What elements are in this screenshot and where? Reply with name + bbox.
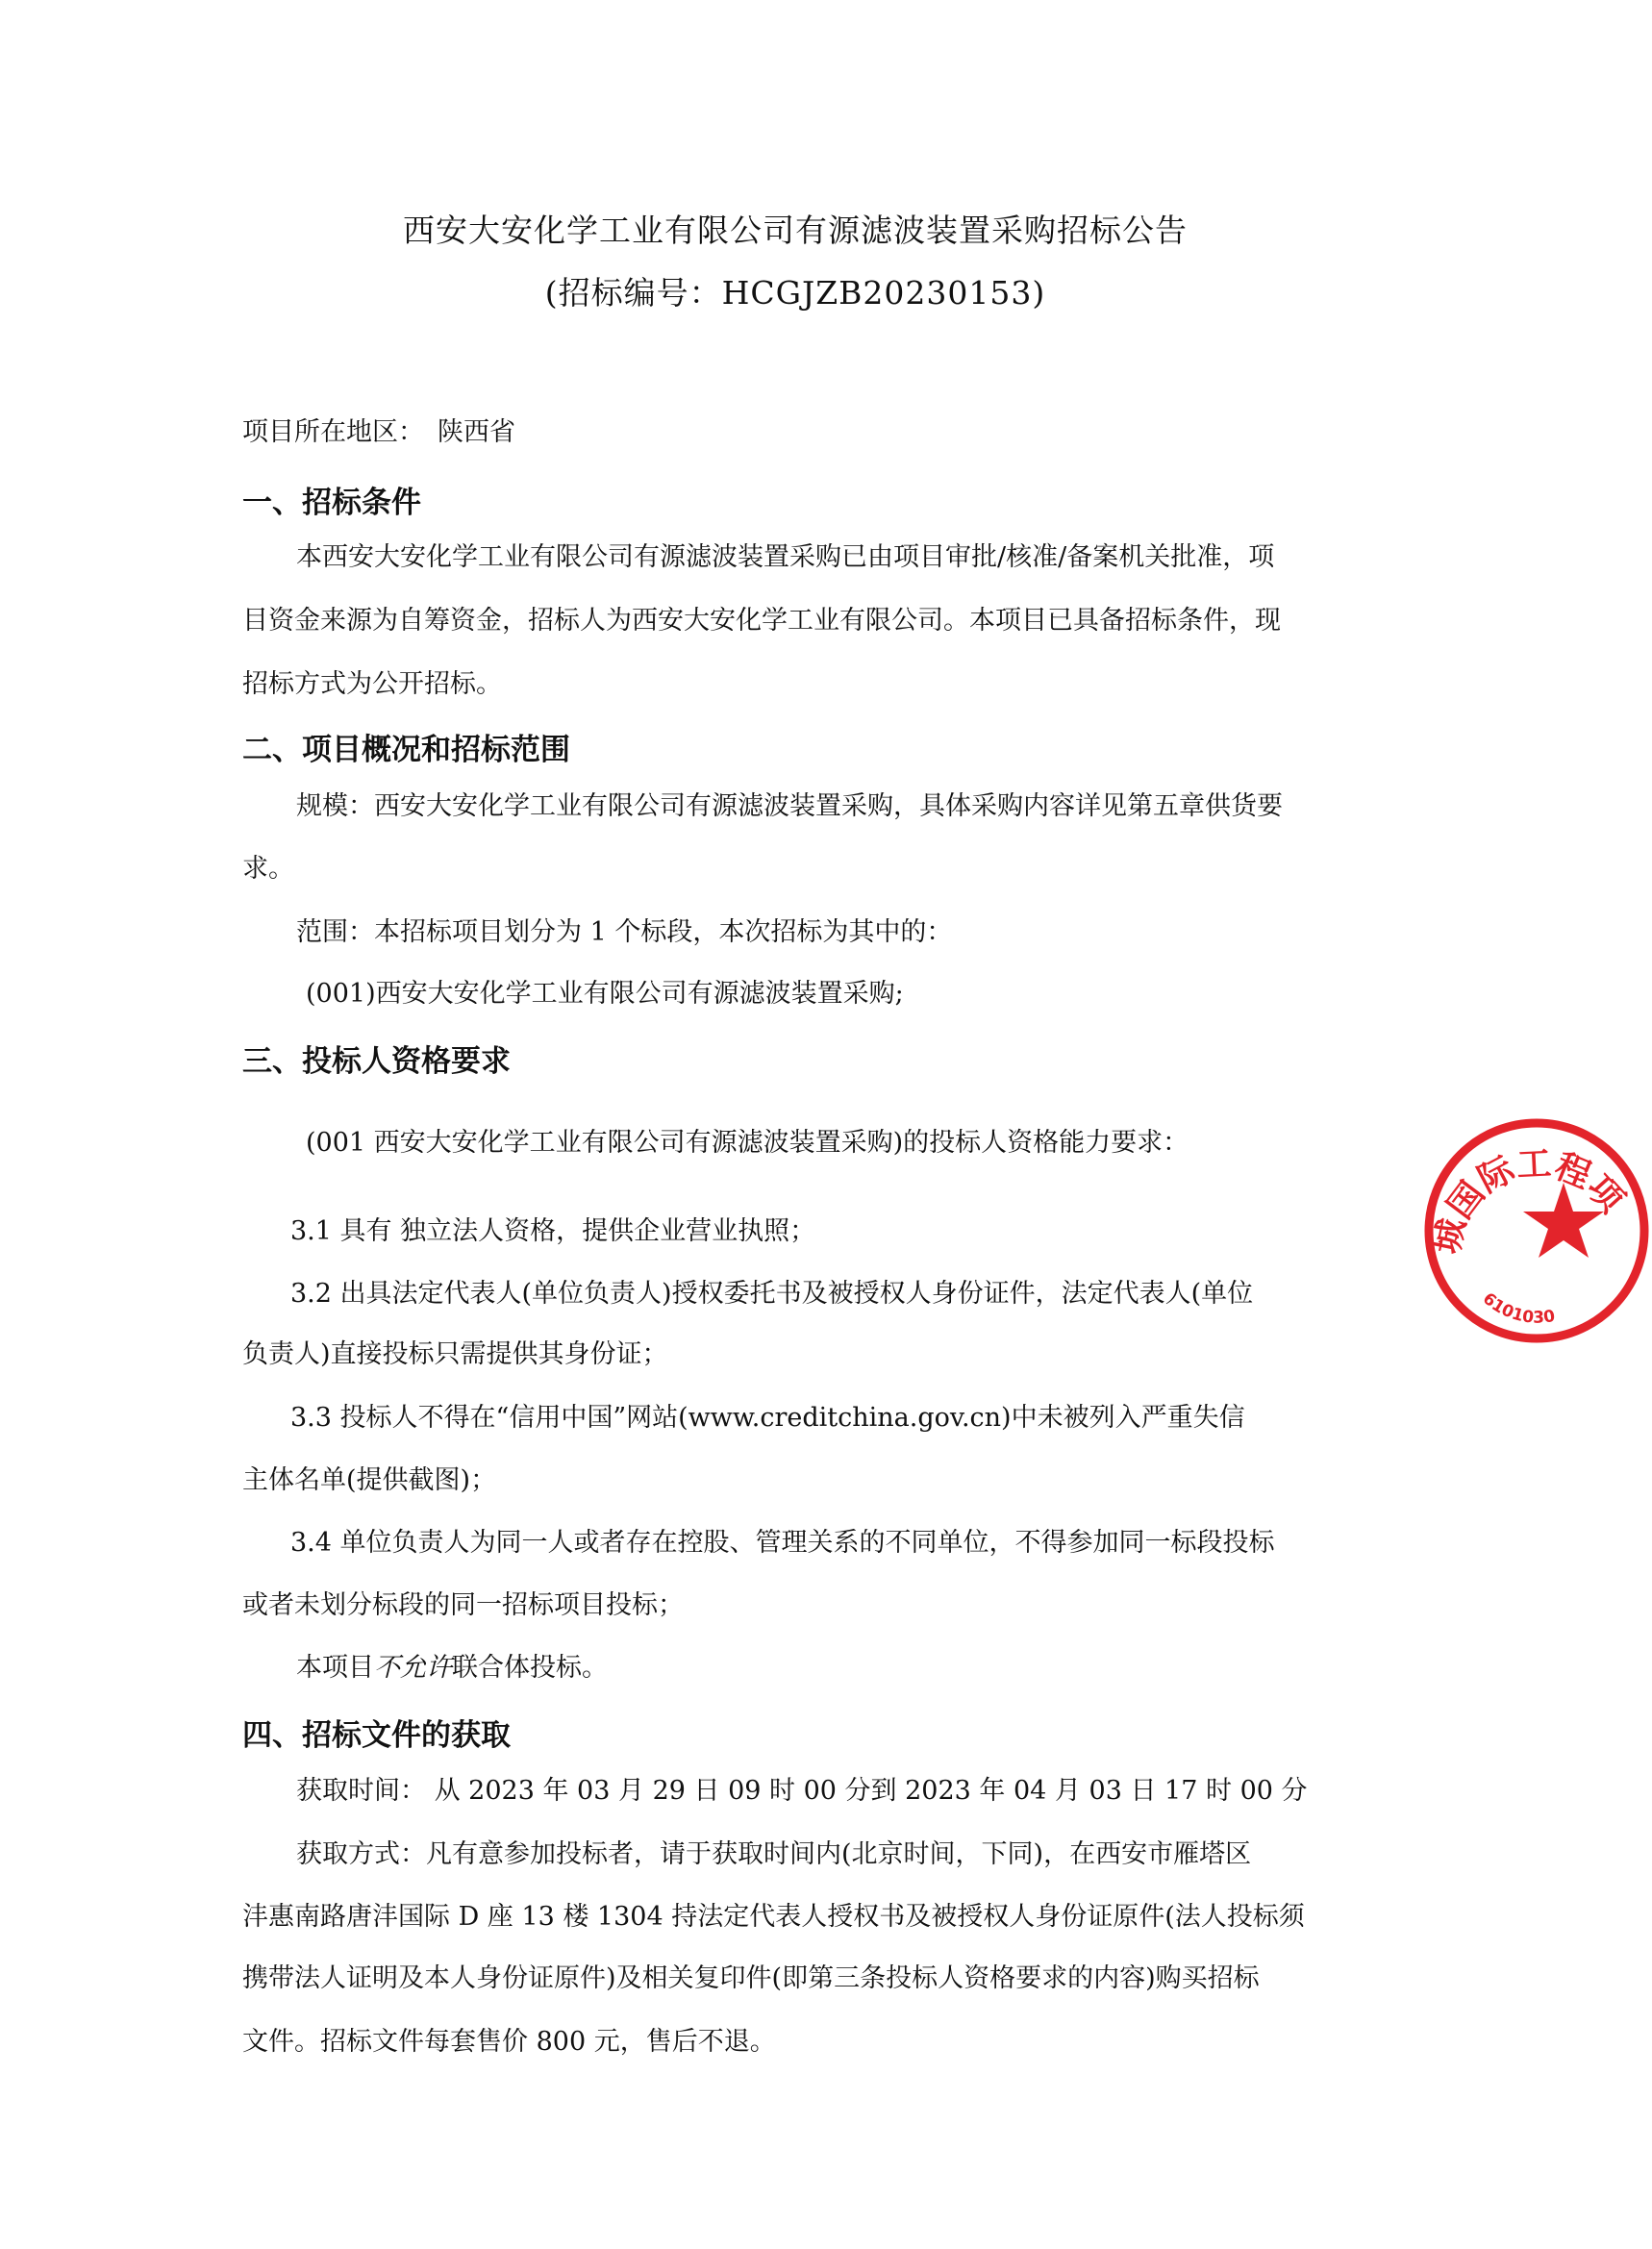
joint-post: 联合体投标。: [452, 1653, 608, 1683]
s3-req-4a: 3.4 单位负责人为同一人或者存在控股、管理关系的不同单位，不得参加同一标段投标: [290, 1528, 1275, 1558]
document-title: 西安大安化学工业有限公司有源滤波装置采购招标公告: [403, 212, 1188, 249]
project-region: [242, 415, 515, 450]
s4-time: 获取时间： 从 2023 年 03 月 29 日 09 时 00 分到 2023 年 04 月 03 日 17 时 00 分: [296, 1776, 1308, 1806]
s4-method-line-2: 沣惠南路唐沣国际 D 座 13 楼 1304 持法定代表人授权书及被授权人身份证原件(法人投标须: [242, 1902, 1305, 1932]
s2-lot-item: (001)西安大安化学工业有限公司有源滤波装置采购;: [306, 979, 904, 1009]
s3-req-4b: 或者未划分标段的同一招标项目投标；: [242, 1590, 684, 1620]
s4-method-line-4: 文件。招标文件每套售价 800 元，售后不退。: [242, 2027, 776, 2057]
tender-number: (招标编号：HCGJZB20230153): [544, 274, 1046, 312]
region-value: 陕西省: [438, 417, 515, 447]
s4-method-line-1: 获取方式：凡有意参加投标者，请于获取时间内(北京时间，下同)，在西安市雁塔区: [296, 1839, 1252, 1869]
joint-pre: 本项目: [296, 1653, 374, 1683]
s3-req-3a: 3.3 投标人不得在“信用中国”网站(www.creditchina.gov.cn)中未被列入严重失信: [290, 1403, 1245, 1433]
s3-req-2b: 负责人)直接投标只需提供其身份证；: [242, 1339, 668, 1369]
seal-number: 6101030: [1478, 1288, 1557, 1328]
s3-req-2a: 3.2 出具法定代表人(单位负责人)授权委托书及被授权人身份证件，法定代表人(单位: [290, 1279, 1254, 1309]
section-heading-2: 二、项目概况和招标范围: [242, 733, 570, 767]
section-heading-4: 四、招标文件的获取: [242, 1718, 511, 1753]
s3-intro: (001 西安大安化学工业有限公司有源滤波装置采购)的投标人资格能力要求：: [306, 1128, 1189, 1158]
region-label: 项目所在地区：: [242, 417, 424, 447]
s3-req-1: 3.1 具有 独立法人资格，提供企业营业执照；: [290, 1216, 816, 1246]
section-heading-3: 三、投标人资格要求: [242, 1044, 511, 1079]
s2-scale-line-2: 求。: [242, 854, 294, 884]
s2-range: 范围：本招标项目划分为 1 个标段，本次招标为其中的：: [296, 917, 953, 947]
joint-emphasis: 不允许: [374, 1653, 452, 1683]
s3-req-3b: 主体名单(提供截图)；: [242, 1465, 497, 1495]
s1-line-3: 招标方式为公开招标。: [242, 669, 502, 699]
s1-line-1: 本西安大安化学工业有限公司有源滤波装置采购已由项目审批/核准/备案机关批准，项: [296, 542, 1275, 572]
seal-text: 城国际工程项: [1427, 1144, 1632, 1258]
s4-method-line-3: 携带法人证明及本人身份证原件)及相关复印件(即第三条投标人资格要求的内容)购买招标: [242, 1963, 1260, 1993]
s3-joint-bid: [296, 1651, 608, 1686]
s2-scale-line-1: 规模：西安大安化学工业有限公司有源滤波装置采购，具体采购内容详见第五章供货要: [296, 791, 1283, 821]
s1-line-2: 目资金来源为自筹资金，招标人为西安大安化学工业有限公司。本项目已具备招标条件，现: [242, 606, 1281, 636]
section-heading-1: 一、招标条件: [242, 486, 421, 520]
company-seal-stamp: [1421, 1115, 1652, 1346]
